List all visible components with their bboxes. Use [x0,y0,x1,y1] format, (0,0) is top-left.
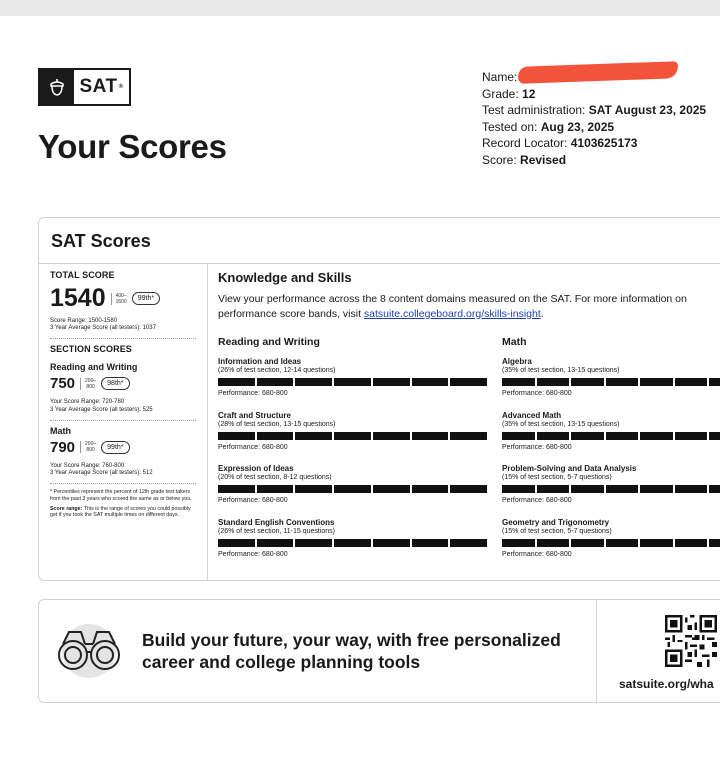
math-score-line [50,439,207,456]
performance-bar-segment [640,539,673,547]
performance-bar-segment [675,539,708,547]
total-score: 1540 [50,284,106,312]
knowledge-skills-description: View your performance across the 8 content domains measured on the SAT. For more information on performance score bands, visit satsuite.collegeboard.org/skills-insight. [218,293,687,320]
performance-bar-segment [709,378,720,386]
performance-bar-segment [373,485,410,493]
performance-bar-segment [675,485,708,493]
performance-bar-segment [502,432,535,440]
performance-bar [218,539,487,547]
performance-bar [502,378,720,386]
domain-name: Expression of Ideas [218,464,294,473]
domain-performance: Performance: 680-800 [218,390,288,397]
performance-bar-segment [373,378,410,386]
performance-bar-segment [606,378,639,386]
domain-performance: Performance: 680-800 [218,497,288,504]
performance-bar-segment [412,485,449,493]
domain-name: Problem-Solving and Data Analysis [502,464,637,473]
performance-bar-segment [295,378,332,386]
performance-bar-segment [502,485,535,493]
rw-domains [218,336,487,571]
math-domain-item [502,518,720,572]
score-summary [39,264,208,581]
domain-detail: (15% of test section, 5-7 questions) [502,474,612,481]
tested-on-row: Tested on: Aug 23, 2025 [482,119,615,134]
rw-percentile-badge: 98th* [101,377,129,390]
performance-bar-segment [537,432,570,440]
section-scores-label: SECTION SCORES [50,344,132,355]
total-score-line [50,284,207,313]
career-planning-banner[interactable] [38,599,720,703]
domain-detail: (35% of test section, 13-15 questions) [502,367,620,374]
domain-name: Algebra [502,357,532,366]
name-redaction [518,61,678,84]
score-status-row: Score: Revised [482,152,567,167]
rw-domain-item [218,464,487,518]
performance-bar-segment [450,378,487,386]
sat-logo [38,68,131,106]
performance-bar-segment [218,432,255,440]
acorn-icon [40,70,74,104]
performance-bar-segment [502,378,535,386]
math-domains [502,336,720,571]
performance-bar-segment [571,378,604,386]
performance-bar [502,485,720,493]
rw-score-scale: 200– 800 [80,378,96,390]
sat-scores-card [38,217,720,581]
domain-detail: (15% of test section, 5-7 questions) [502,527,612,535]
total-score-details: Score Range: 1500-1580 3 Year Average Score (all testers): 1037 [50,318,156,332]
career-headline: Build your future, your way, with free personalized career and college planning tools [142,630,561,672]
domain-performance: Performance: 680-800 [218,443,288,451]
performance-bar [218,485,487,493]
performance-bar-segment [257,432,294,440]
performance-bar-segment [334,485,371,493]
domain-performance: Performance: 680-800 [502,497,572,504]
total-percentile-badge: 99th* [132,292,160,305]
math-domain-item [502,411,720,465]
domain-performance: Performance: 680-800 [218,550,288,558]
performance-bar-segment [606,432,639,440]
total-score-label: TOTAL SCORE [50,270,115,280]
student-info [482,69,706,169]
domain-name: Advanced Math [502,410,562,420]
performance-bar [218,378,487,386]
performance-bar-segment [571,485,604,493]
record-locator-row: Record Locator: 4103625173 [482,136,638,151]
test-admin-row: Test administration: SAT August 23, 2025 [482,103,707,118]
rw-score-line [50,375,207,392]
performance-bar [502,539,720,547]
performance-bar-segment [709,539,720,547]
performance-bar-segment [675,378,708,386]
performance-bar-segment [295,485,332,493]
rw-domain-item [218,518,487,572]
performance-bar-segment [640,485,673,493]
divider [50,420,196,421]
score-range-footnote: Score range: This is the range of scores you could possibly get if you took the SAT multiple times on different days. [50,506,191,519]
percentile-footnote: * Percentiles represent the percent of 12th grade test takers from the past 3 years who scored the same as or below you. [50,489,192,502]
domain-name: Craft and Structure [218,410,291,420]
performance-bar-segment [412,539,449,547]
performance-bar-segment [295,432,332,440]
performance-bar-segment [571,539,604,547]
satsuite-url[interactable]: satsuite.org/wha [619,677,714,691]
performance-bar-segment [412,432,449,440]
performance-bar-segment [412,378,449,386]
performance-bar-segment [675,432,708,440]
rw-domain-item [218,411,487,465]
performance-bar-segment [450,539,487,547]
rw-domains-heading: Reading and Writing [218,336,320,348]
math-score-details: Your Score Range: 760-800 3 Year Average Score (all testers): 512 [50,462,153,477]
performance-bar-segment [537,485,570,493]
domain-name: Information and Ideas [218,357,302,366]
divider [50,338,196,339]
performance-bar-segment [218,485,255,493]
domain-performance: Performance: 680-800 [502,550,572,558]
domain-detail: (35% of test section, 13-15 questions) [502,420,620,428]
rw-section-name: Reading and Writing [50,362,138,373]
performance-bar-segment [334,432,371,440]
performance-bar-segment [537,539,570,547]
math-score: 790 [50,438,76,456]
domain-performance: Performance: 680-800 [502,443,572,451]
knowledge-skills-title: Knowledge and Skills [218,270,352,285]
brand-name: SAT ® [79,76,124,97]
divider [50,483,196,484]
rw-domain-item [218,357,487,411]
performance-bar [502,432,720,440]
rw-score: 750 [50,375,76,393]
performance-bar-segment [640,432,673,440]
domain-name: Standard English Conventions [218,517,335,527]
performance-bar-segment [709,432,720,440]
math-domain-item [502,464,720,518]
math-domain-item [502,357,720,411]
qr-code-icon[interactable] [665,615,717,667]
math-percentile-badge: 99th* [101,441,129,454]
performance-bar-segment [606,539,639,547]
performance-bar-segment [334,378,371,386]
domain-detail: (28% of test section, 13-15 questions) [218,420,336,428]
performance-bar-segment [218,378,255,386]
performance-bar-segment [373,432,410,440]
performance-bar-segment [334,539,371,547]
performance-bar-segment [709,485,720,493]
performance-bar-segment [257,485,294,493]
domain-name: Geometry and Trigonometry [502,517,610,527]
performance-bar-segment [640,378,673,386]
rw-score-details: Your Score Range: 720-780 3 Year Average Score (all testers): 525 [50,399,153,413]
total-score-scale: 400– 1600 [111,293,127,305]
card-title: SAT Scores [51,231,151,251]
performance-bar-segment [502,539,535,547]
domain-performance: Performance: 680-800 [502,390,572,397]
performance-bar-segment [537,378,570,386]
domain-detail: (20% of test section, 8-12 questions) [218,474,332,481]
performance-bar-segment [450,485,487,493]
performance-bar-segment [257,539,294,547]
performance-bar-segment [257,378,294,386]
binoculars-icon [49,622,129,680]
domain-detail: (26% of test section, 12-14 questions) [218,367,336,374]
math-domains-heading: Math [502,336,527,348]
page-title: Your Scores [38,128,227,165]
math-score-scale: 200– 800 [80,441,96,453]
performance-bar-segment [373,539,410,547]
name-row: Name: [482,69,706,86]
performance-bar-segment [450,432,487,440]
grade-row: Grade: 12 [482,86,536,101]
performance-bar [218,432,487,440]
top-gray-bar [0,0,720,16]
performance-bar-segment [295,539,332,547]
banner-divider [596,600,597,702]
performance-bar-segment [571,432,604,440]
performance-bar-segment [606,485,639,493]
math-section-name: Math [50,425,71,436]
performance-bar-segment [218,539,255,547]
domain-detail: (26% of test section, 11-15 questions) [218,527,335,535]
skills-insight-link[interactable]: satsuite.collegeboard.org/skills-insight [363,307,541,320]
